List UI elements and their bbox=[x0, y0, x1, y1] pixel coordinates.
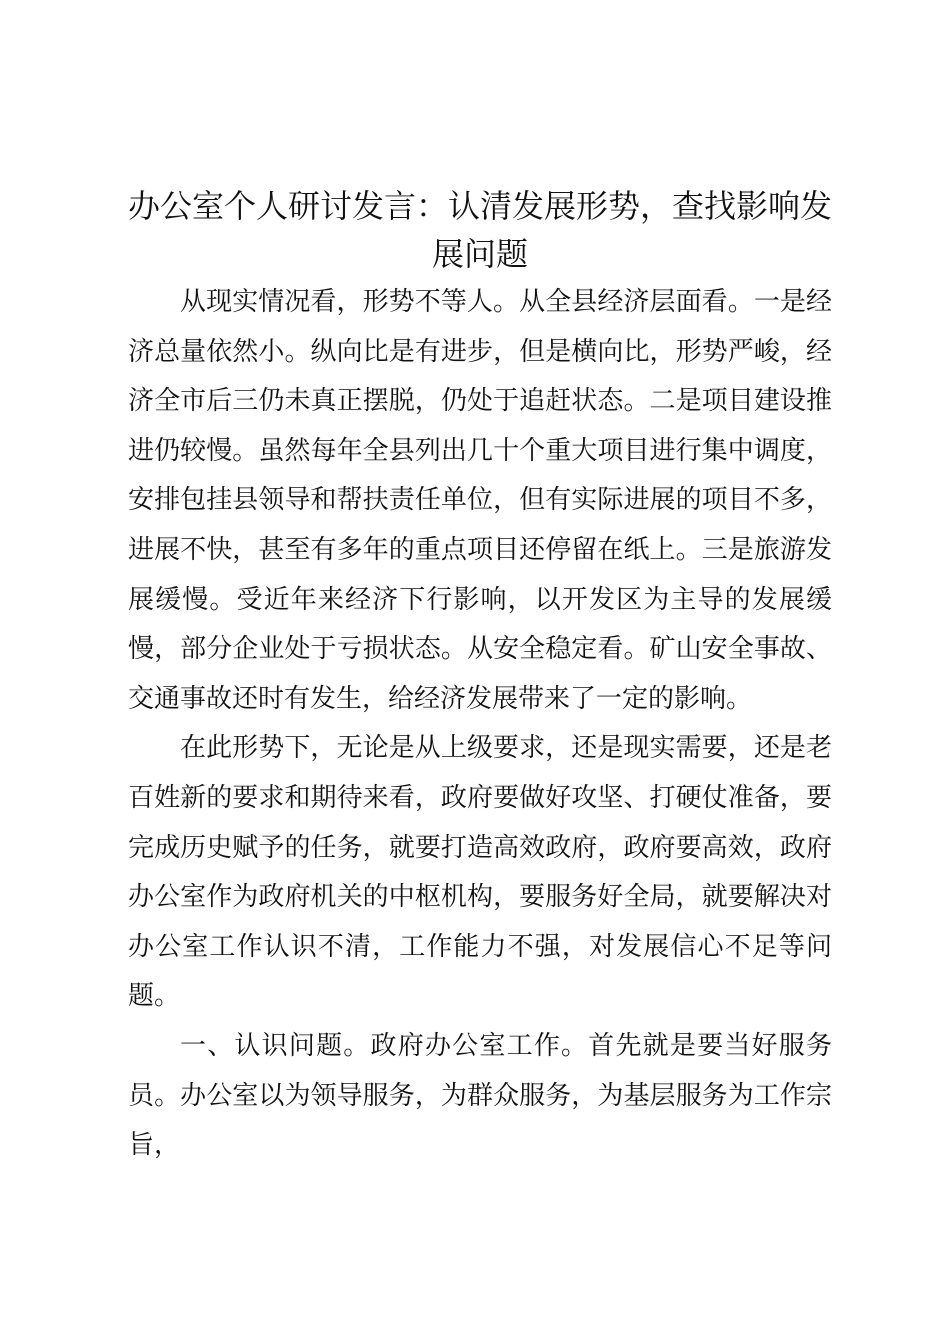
document-title: 办公室个人研讨发言：认清发展形势，查找影响发展问题 bbox=[128, 187, 833, 273]
paragraph-1: 从现实情况看，形势不等人。从全县经济层面看。一是经济总量依然小。纵向比是有进步，但是横向比，形势严峻，经济全市后三仍未真正摆脱，仍处于追赶状态。二是项目建设推进仍较慢。虽然每年全县列出几十个重大项目进行集中调度，安排包挂县领导和帮扶责任单位，但有实际进展的项目不多，进展不快，甚至有多年的重点项目还停留在纸上。三是旅游发展缓慢。受近年来经济下行影响，以开发区为主导的发展缓慢，部分企业处于亏损状态。从安全稳定看。矿山安全事故、交通事故还时有发生，给经济发展带来了一定的影响。 bbox=[128, 287, 832, 714]
paragraph-2: 在此形势下，无论是从上级要求，还是现实需要，还是老百姓新的要求和期待来看，政府要做好攻坚、打硬仗准备，要完成历史赋予的任务，就要打造高效政府，政府要高效，政府办公室作为政府机关的中枢机构，要服务好全局，就要解决对办公室工作认识不清，工作能力不强，对发展信心不足等问题。 bbox=[128, 733, 832, 1012]
document-body bbox=[128, 182, 832, 1171]
paragraph-3: 一、认识问题。政府办公室工作。首先就是要当好服务员。办公室以为领导服务，为群众服务，为基层服务为工作宗旨， bbox=[128, 1030, 832, 1161]
